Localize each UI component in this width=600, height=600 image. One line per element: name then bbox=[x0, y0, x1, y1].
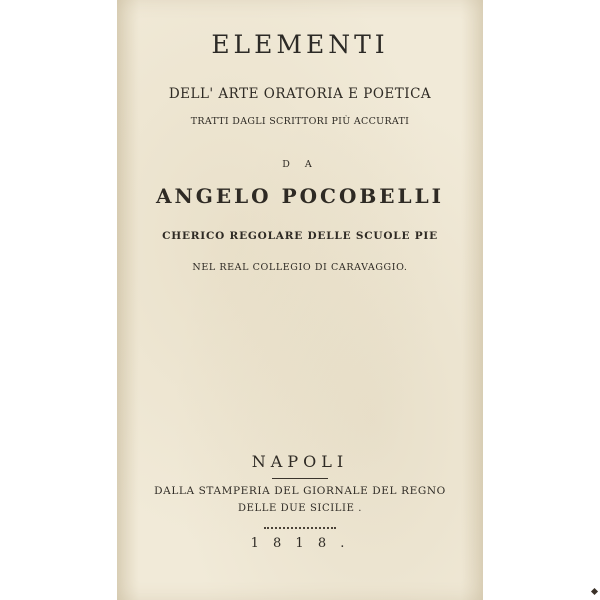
book-subsubtitle: TRATTI DAGLI SCRITTORI PIÙ ACCURATI bbox=[190, 116, 410, 127]
printer-line-2: DELLE DUE SICILIE . bbox=[237, 503, 363, 514]
publication-city: NAPOLI bbox=[251, 452, 349, 471]
publication-year: 1 8 1 8 . bbox=[250, 536, 350, 551]
book-subtitle: DELL' ARTE ORATORIA E POETICA bbox=[168, 86, 432, 102]
author-name: ANGELO POCOBELLI bbox=[156, 184, 444, 208]
author-college: NEL REAL COLLEGIO DI CARAVAGGIO. bbox=[192, 262, 408, 273]
book-title: ELEMENTI bbox=[211, 30, 389, 59]
by-line: D A bbox=[282, 159, 318, 170]
title-page bbox=[117, 0, 483, 600]
printer-line-1: DALLA STAMPERIA DEL GIORNALE DEL REGNO bbox=[154, 485, 446, 497]
dotted-rule bbox=[264, 527, 336, 529]
author-role: CHERICO REGOLARE DELLE SCUOLE PIE bbox=[162, 230, 438, 242]
corner-mark bbox=[591, 588, 598, 595]
city-rule bbox=[272, 478, 328, 479]
